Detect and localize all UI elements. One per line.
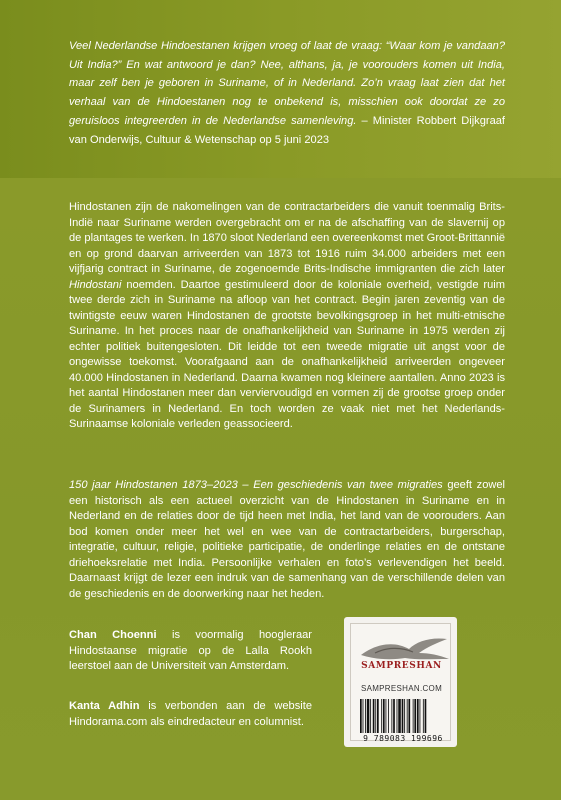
- author-bio-text-1: is voormalig hoogleraar Hindostaanse migratie op de Lalla Rookh leerstoel aan de Universiteit van Amsterdam.: [69, 629, 312, 672]
- description-paragraph-1: [69, 200, 505, 433]
- description-paragraph-2: [69, 478, 505, 602]
- author-bio-text-2: is verbonden aan de website Hindorama.com als eindredacteur en columnist.: [69, 700, 312, 728]
- publisher-url: SAMPRESHAN.COM: [360, 684, 443, 693]
- author-bio-2: [69, 699, 312, 730]
- quote-band: [0, 0, 561, 178]
- paragraph1-part1: Hindostanen zijn de nakomelingen van de contractarbeiders die vanuit toenmalig Brits-Indië naar Suriname werden overgebracht om er na de afschaffing van de slavernij op de plantages te werken. In 1870 sloot Nederland een overeenkomst met Groot-Brittannië en op grond daarvan arriveerden van 1873 tot 1916 ruim 34.000 arbeiders met een vijfjarig contract in Suriname, de zogenoemde Brits-Indische immigranten die zich later: [69, 201, 505, 275]
- barcode-sticker: [344, 617, 457, 747]
- quote-text: Veel Nederlandse Hindoestanen krijgen vroeg of laat de vraag: “Waar kom je vandaan? Uit India?” En wat antwoord je dan? Nee, althans, ja, je voorouders komen uit India, maar zelf ben je geboren in Suriname, of in Nederland. Zo’n vraag laat zien dat het verhaal van de Hindoestanen nog te onbekend is, misschien ook doordat ze zo geruisloos integreerden in de Nederlandse samenleving.: [69, 40, 505, 127]
- author-name-2: Kanta Adhin: [69, 700, 140, 712]
- isbn-number: 9 789083 199696: [363, 734, 443, 743]
- book-title: 150 jaar Hindostanen 1873–2023 – Een geschiedenis van twee migraties: [69, 479, 443, 491]
- paragraph2-text: geeft zowel een historisch als een actueel overzicht van de Hindostanen in Suriname en in Nederland en de relaties door de tijd heen met India, het land van de voorouders. Aan bod komen onder meer het wel en wee van de contractarbeiders, burgerschap, integratie, cultuur, religie, politieke participatie, de onderlinge relaties en de ontstane driehoeksrelatie met India. Persoonlijke verhalen en foto’s verlevendigen het beeld. Daarnaast krijgt de lezer een indruk van de samenhang van de verschillende delen van de geschiedenis en de doorwerking naar het heden.: [69, 479, 506, 600]
- author-name-1: Chan Choenni: [69, 629, 157, 641]
- paragraph1-italic-term: Hindostani: [69, 278, 122, 291]
- quote-block: [69, 37, 505, 149]
- quote-attribution: – Minister Robbert Dijkgraaf van Onderwijs, Cultuur & Wetenschap op 5 juni 2023: [69, 114, 505, 146]
- author-bio-1: [69, 628, 312, 675]
- barcode-icon: [359, 699, 447, 733]
- sticker-panel: [350, 623, 451, 741]
- publisher-name: SAMPRESHAN: [361, 661, 442, 671]
- paragraph1-part2: noemden. Daartoe gestimuleerd door de koloniale overheid, vestigde ruim twee derde zich in Suriname na afloop van het contract. Begin jaren zeventig van de twintigste eeuw waren Hindostanen de grootste bevolkingsgroep in het multi-etnische Suriname. In het proces naar de onafhankelijkheid van Suriname in 1975 werden zij echter politiek buitengesloten. Dit leidde tot een tweede migratie uit angst voor de ongewisse toekomst. Voorafgaand aan de onafhankelijkheid arriveerden ongeveer 40.000 Hindostanen in Nederland. Daarna kwamen nog kleinere aantallen. Anno 2023 is het aantal Hindostanen meer dan verviervoudigd en vormen zij de grootse groep onder de Surinamers in Nederland. En toch worden ze vaak niet met het Nederlands-Surinaamse koloniale verleden geassocieerd.: [69, 278, 505, 430]
